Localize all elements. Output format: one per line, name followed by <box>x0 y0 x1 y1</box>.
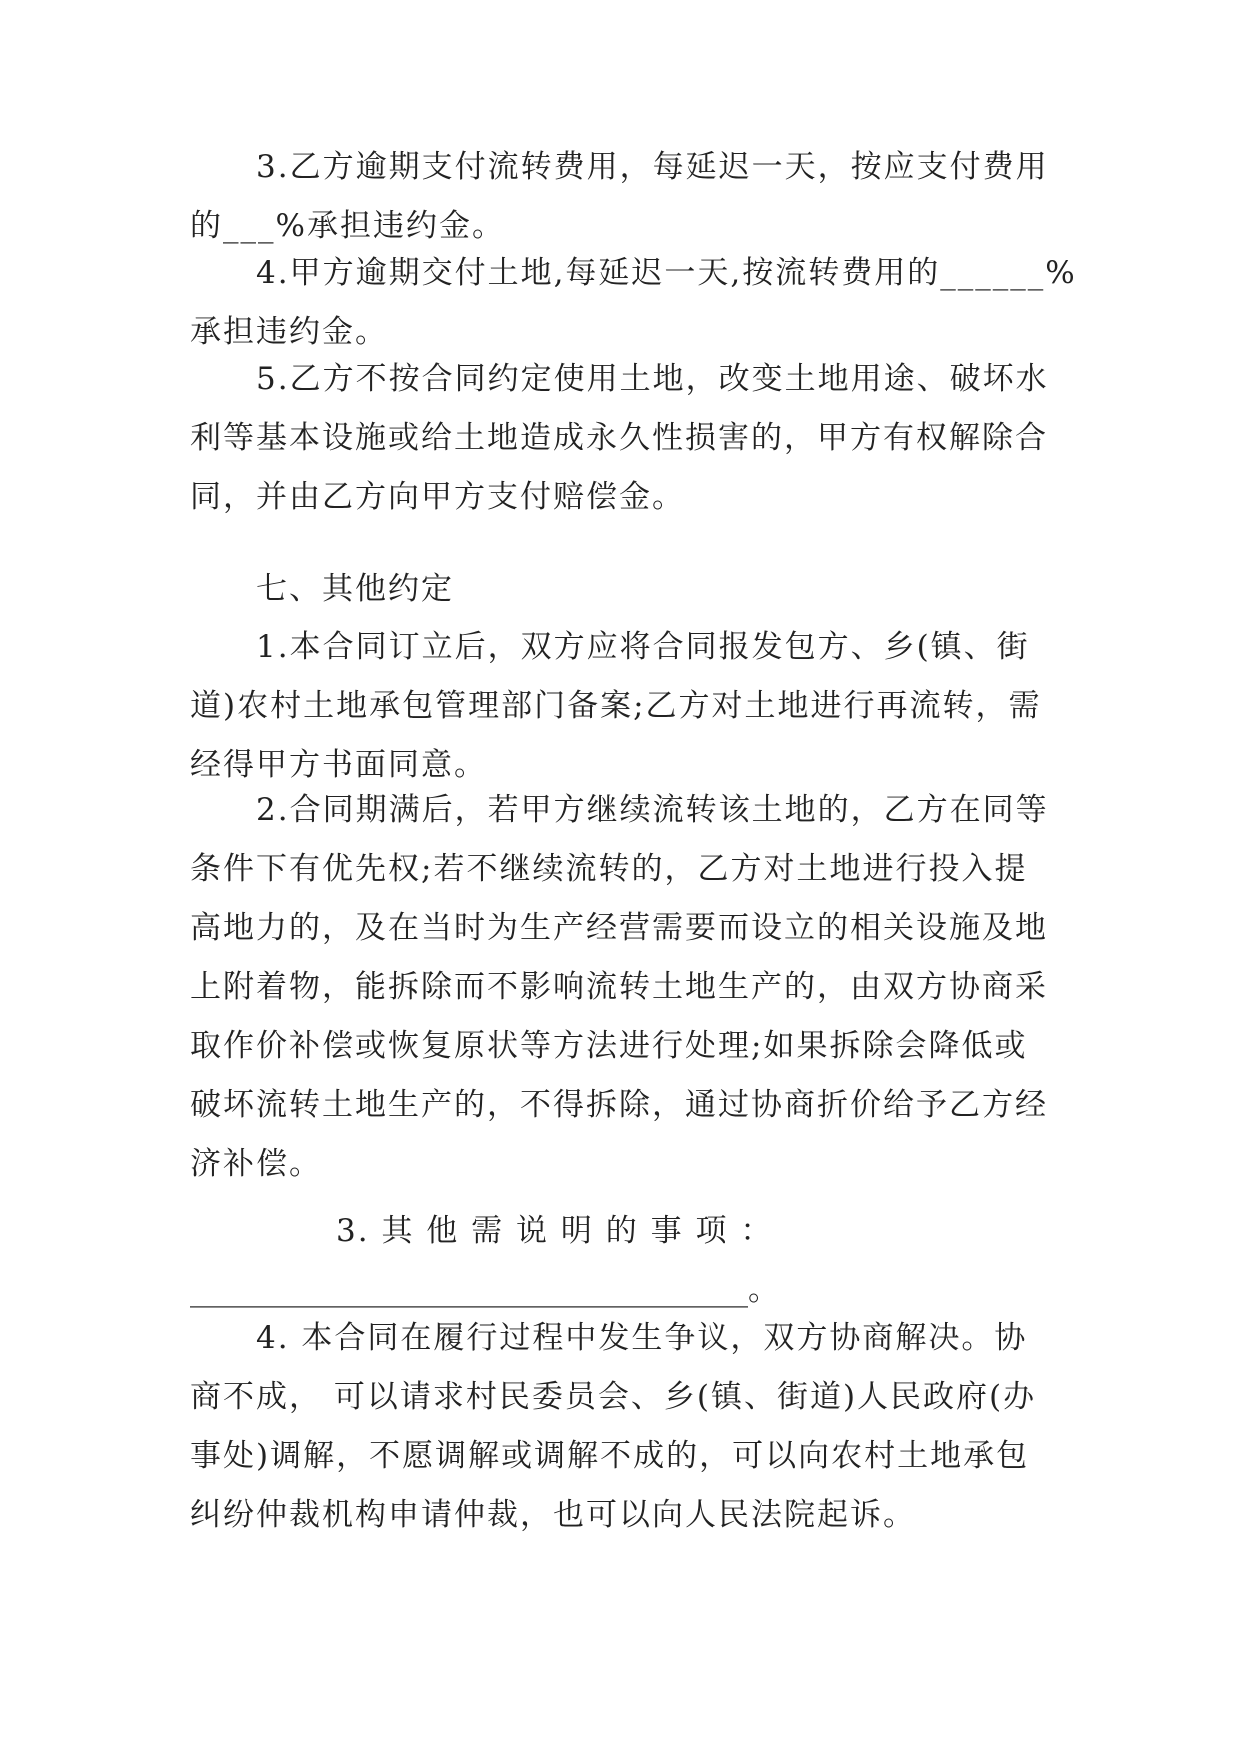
text-line: 3.乙方逾期支付流转费用，每延迟一天，按应支付费用 <box>256 149 1049 185</box>
word: 他 <box>426 1213 460 1249</box>
text-line: 1.本合同订立后，双方应将合同报发包方、乡(镇、街 <box>256 629 1030 665</box>
text-line: 上附着物，能拆除而不影响流转土地生产的，由双方协商采 <box>190 969 1048 1005</box>
section-heading-other-terms <box>190 560 1056 619</box>
text-line: 道)农村土地承包管理部门备案;乙方对土地进行再流转，需 <box>190 688 1042 724</box>
clause-3-late-payment <box>190 138 1056 256</box>
word: 需 <box>471 1213 505 1249</box>
text-line: 4.甲方逾期交付土地,每延迟一天,按流转费用的______% <box>256 255 1077 291</box>
text-line: 破坏流转土地生产的，不得拆除，通过协商折价给予乙方经 <box>190 1087 1048 1123</box>
word: ： <box>740 1213 774 1249</box>
section-title: 七、其他约定 <box>256 571 454 607</box>
text-line: 高地力的，及在当时为生产经营需要而设立的相关设施及地 <box>190 910 1048 946</box>
text-line: 经得甲方书面同意。 <box>190 747 487 783</box>
clause-7-3-other-matters <box>190 1202 1056 1320</box>
word: 其 <box>381 1213 415 1249</box>
blank-fill-line: ____________________________________。 <box>190 1272 779 1308</box>
text-line: 5.乙方不按合同约定使用土地，改变土地用途、破坏水 <box>256 361 1049 397</box>
text-line: 的___%承担违约金。 <box>190 208 505 244</box>
text-line: 条件下有优先权;若不继续流转的，乙方对土地进行投入提 <box>190 851 1028 887</box>
word: 项 <box>695 1213 729 1249</box>
text-line: 纠纷仲裁机构申请仲裁，也可以向人民法院起诉。 <box>190 1497 916 1533</box>
clause-7-4-disputes <box>190 1309 1056 1545</box>
word: 的 <box>605 1213 639 1249</box>
clause-7-2-expiry <box>190 781 1056 1194</box>
text-line: 2.合同期满后，若甲方继续流转该土地的，乙方在同等 <box>256 792 1049 828</box>
text-line: 济补偿。 <box>190 1146 322 1182</box>
word: 说 <box>516 1213 550 1249</box>
spaced-text-line <box>190 1202 1056 1261</box>
text-line: 承担违约金。 <box>190 314 388 350</box>
word: 3. <box>336 1213 370 1249</box>
clause-5-misuse <box>190 350 1056 527</box>
text-line: 4. 本合同在履行过程中发生争议，双方协商解决。协 <box>256 1320 1028 1356</box>
text-line: 取作价补偿或恢复原状等方法进行处理;如果拆除会降低或 <box>190 1028 1028 1064</box>
text-line: 事处)调解，不愿调解或调解不成的，可以向农村土地承包 <box>190 1438 1030 1474</box>
word: 事 <box>650 1213 684 1249</box>
text-line: 商不成， 可以请求村民委员会、乡(镇、街道)人民政府(办 <box>190 1379 1037 1415</box>
text-line: 同，并由乙方向甲方支付赔偿金。 <box>190 479 685 515</box>
clause-4-late-delivery <box>190 244 1077 362</box>
text-line: 利等基本设施或给土地造成永久性损害的，甲方有权解除合 <box>190 420 1048 456</box>
word: 明 <box>560 1213 594 1249</box>
clause-7-1-filing <box>190 618 1056 795</box>
